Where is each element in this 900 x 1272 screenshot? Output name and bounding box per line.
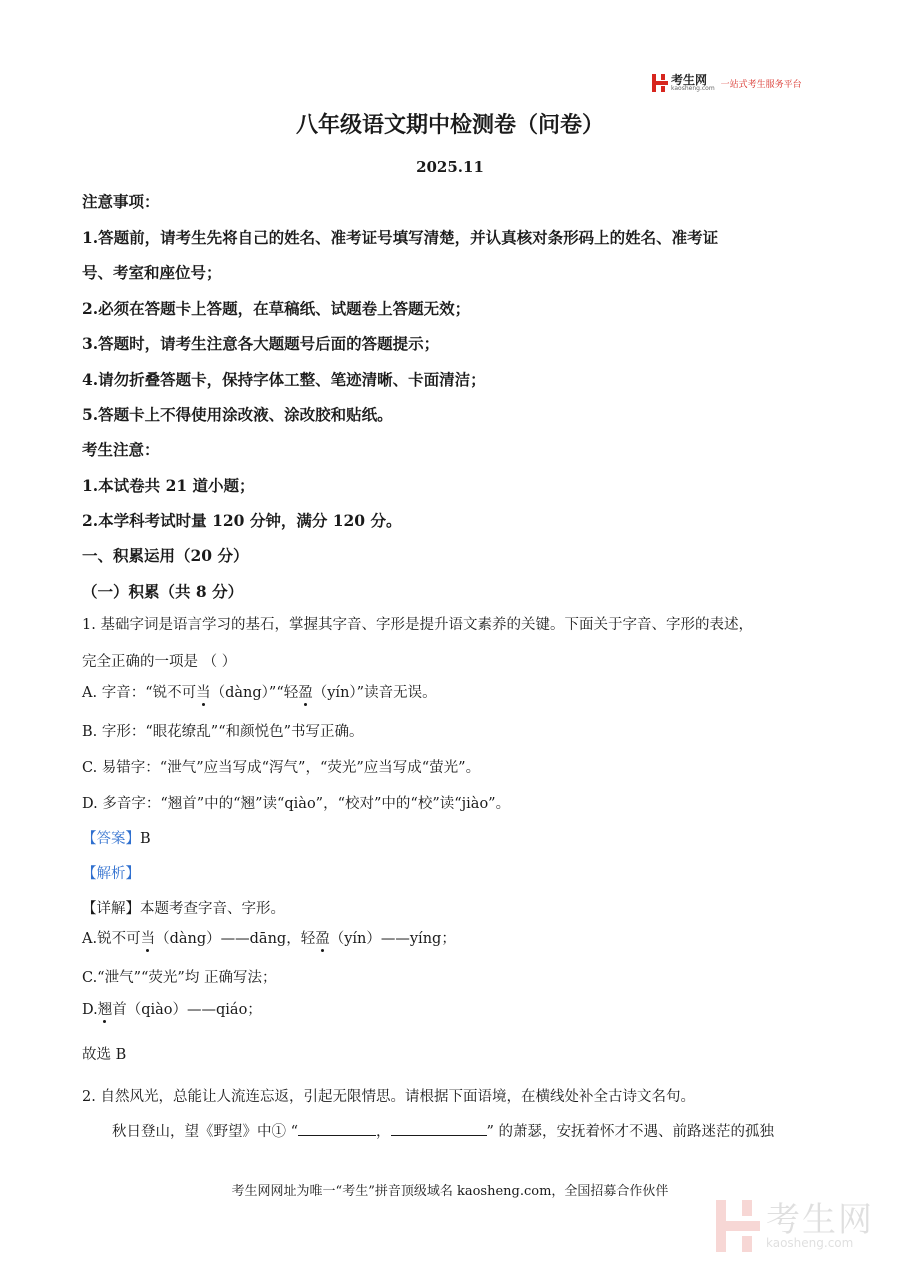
logo-slogan: 一站式考生服务平台 (720, 79, 802, 90)
q1-explain-c: C.“泄气”“荧光”均 正确写法； (82, 970, 277, 986)
note-5: 5.答题卡上不得使用涂改液、涂改胶和贴纸。 (82, 405, 393, 424)
kaosheng-logo (652, 72, 802, 94)
exam-note-2: 2.本学科考试时量 120 分钟，满分 120 分。 (82, 511, 402, 530)
logo-domain: kaosheng.com (671, 85, 715, 92)
q1-option-d: D. 多音字：“翘首”中的“翘”读“qiào”，“校对”中的“校”读“jiào”。 (82, 796, 511, 812)
q2-line: 秋日登山，望《野望》中① “ ， ” 的萧瑟，安抚着怀才不遇、前路迷茫的孤独 (112, 1120, 774, 1141)
page-title: 八年级语文期中检测卷（问卷） (295, 112, 604, 138)
section-heading: 一、积累运用（20 分） (82, 546, 249, 565)
watermark-domain: kaosheng.com (766, 1236, 854, 1250)
exam-notes-heading: 考生注意： (82, 440, 160, 459)
q1-choose: 故选 B (82, 1047, 127, 1063)
q1-option-a: A. 字音：“锐不可当（dàng）”“轻盈（yín）”读音无误。 (82, 685, 437, 701)
q2-blank-2 (391, 1121, 487, 1136)
q1-explain-a: A.锐不可当（dàng）——dāng，轻盈（yín）——yíng； (82, 931, 456, 947)
q1-stem-line-2: 完全正确的一项是 （ ） (82, 654, 237, 670)
kaosheng-logo-icon (652, 74, 668, 92)
q1-option-c: C. 易错字：“泄气”应当写成“泻气”，“荧光”应当写成“萤光”。 (82, 760, 481, 776)
note-2: 2.必须在答题卡上答题，在草稿纸、试题卷上答题无效； (82, 299, 471, 318)
q1-answer (82, 827, 151, 848)
note-1-line-1: 1.答题前，请考生先将自己的姓名、准考证号填写清楚，并认真核对条形码上的姓名、准考证 (82, 228, 719, 247)
analysis-tag: 【解析】 (82, 866, 140, 882)
watermark-name: 考生网 (766, 1200, 874, 1240)
q1-stem-line-1: 1. 基础字词是语言学习的基石，掌握其字音、字形是提升语文素养的关键。下面关于字音、字形的表述， (82, 617, 753, 633)
logo-name: 考生网 (671, 73, 708, 87)
exam-date: 2025.11 (416, 158, 484, 176)
note-1-line-2: 号、考室和座位号； (82, 263, 222, 282)
q1-explain-d: D.翘首（qiào）——qiáo； (82, 1002, 262, 1018)
subsection-heading: （一）积累（共 8 分） (82, 582, 244, 601)
exam-note-1: 1.本试卷共 21 道小题； (82, 476, 255, 495)
notes-heading: 注意事项： (82, 192, 160, 211)
answer-tag: 【答案】 (82, 831, 140, 847)
q2-stem: 2. 自然风光，总能让人流连忘返，引起无限情思。请根据下面语境，在横线处补全古诗文名句。 (82, 1089, 695, 1105)
q1-option-b: B. 字形：“眼花缭乱”“和颜悦色”书写正确。 (82, 724, 364, 740)
q2-blank-1 (298, 1121, 376, 1136)
kaosheng-watermark (716, 1200, 874, 1252)
note-4: 4.请勿折叠答题卡，保持字体工整、笔迹清晰、卡面清洁； (82, 370, 486, 389)
watermark-logo-icon (716, 1200, 760, 1252)
note-3: 3.答题时，请考生注意各大题题号后面的答题提示； (82, 334, 440, 353)
q1-detail: 【详解】本题考查字音、字形。 (82, 901, 285, 917)
page-footer: 考生网网址为唯一“考生”拼音顶级域名 kaosheng.com，全国招募合作伙伴 (231, 1184, 669, 1199)
answer-value: B (140, 831, 151, 847)
